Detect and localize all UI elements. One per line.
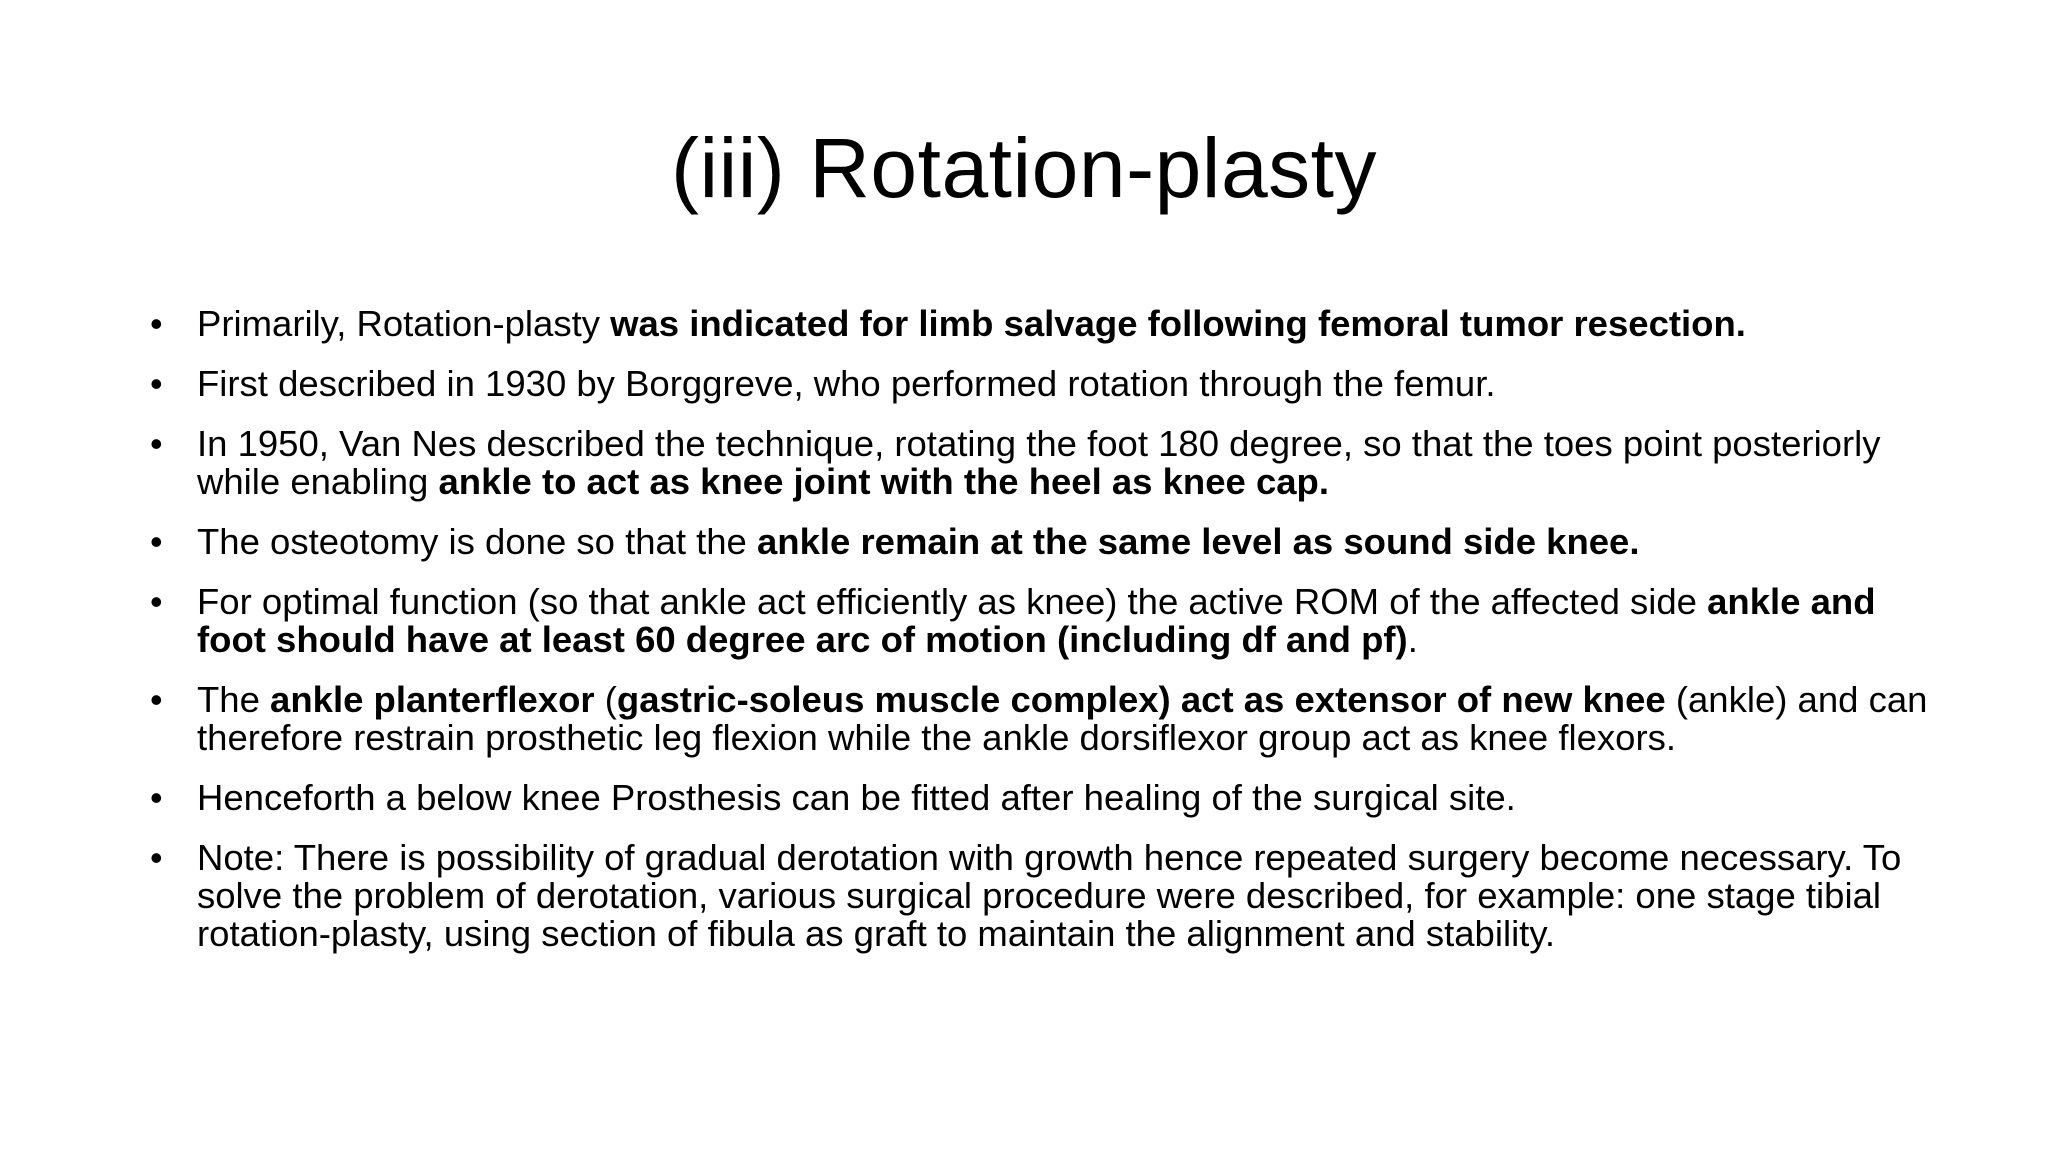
bullet-item xyxy=(150,839,1930,953)
bullet-point-icon: • xyxy=(150,423,163,464)
bullet-text xyxy=(197,363,1495,404)
text-segment: For optimal function (so that ankle act efficiently as knee) the active ROM of the affected side xyxy=(197,581,1708,622)
bullet-text xyxy=(197,777,1516,818)
bold-text-segment: ankle to act as knee joint with the heel as knee cap. xyxy=(438,461,1329,502)
bold-text-segment: ankle planterflexor xyxy=(270,679,595,720)
text-segment: Henceforth a below knee Prosthesis can be fitted after healing of the surgical site. xyxy=(197,777,1516,818)
bullet-text xyxy=(197,581,1876,660)
bullet-item xyxy=(150,425,1930,501)
text-segment: The xyxy=(197,679,271,720)
bullet-item xyxy=(150,779,1930,817)
slide-title: (iii) Rotation-plasty xyxy=(670,121,1378,215)
text-segment: ( xyxy=(594,679,617,720)
text-segment: In 1950, Van Nes described the technique, rotating the foot 180 degree, so that the toes point posteriorly while enabling xyxy=(197,423,1881,502)
bullet-point-icon: • xyxy=(150,303,163,344)
bullet-item xyxy=(150,305,1930,343)
bullet-point-icon: • xyxy=(150,777,163,818)
bullet-text xyxy=(197,679,1927,758)
text-segment: The osteotomy is done so that the xyxy=(197,521,757,562)
bullet-text xyxy=(197,423,1881,502)
bullet-item xyxy=(150,523,1930,561)
bold-text-segment: ankle remain at the same level as sound side knee. xyxy=(757,521,1640,562)
bullet-point-icon: • xyxy=(150,363,163,404)
bullet-point-icon: • xyxy=(150,521,163,562)
bold-text-segment: ankle and foot should have at least 60 degree arc of motion (including df and pf) xyxy=(197,581,1876,660)
bullet-list xyxy=(150,305,1930,975)
text-segment: (ankle) and can therefore restrain prosthetic leg flexion while the ankle dorsiflexor group act as knee flexors. xyxy=(197,679,1928,758)
bullet-point-icon: • xyxy=(150,837,163,878)
text-segment: First described in 1930 by Borggreve, who performed rotation through the femur. xyxy=(197,363,1496,404)
text-segment: . xyxy=(1407,619,1418,660)
bullet-text xyxy=(197,837,1901,954)
text-segment: Note: There is possibility of gradual derotation with growth hence repeated surgery become necessary. To solve the problem of derotation, various surgical procedure were described, for example: one stage tibial rotation-plasty, using section of fibula as graft to maintain the alignment and stability. xyxy=(197,837,1902,954)
bullet-item xyxy=(150,365,1930,403)
bullet-item xyxy=(150,583,1930,659)
bold-text-segment: was indicated for limb salvage following femoral tumor resection. xyxy=(610,303,1746,344)
bullet-point-icon: • xyxy=(150,581,163,622)
bullet-point-icon: • xyxy=(150,679,163,720)
bullet-text xyxy=(197,303,1746,344)
bullet-item xyxy=(150,681,1930,757)
bullet-text xyxy=(197,521,1640,562)
bold-text-segment: gastric-soleus muscle complex) act as extensor of new knee xyxy=(616,679,1666,720)
text-segment: Primarily, Rotation-plasty xyxy=(197,303,611,344)
